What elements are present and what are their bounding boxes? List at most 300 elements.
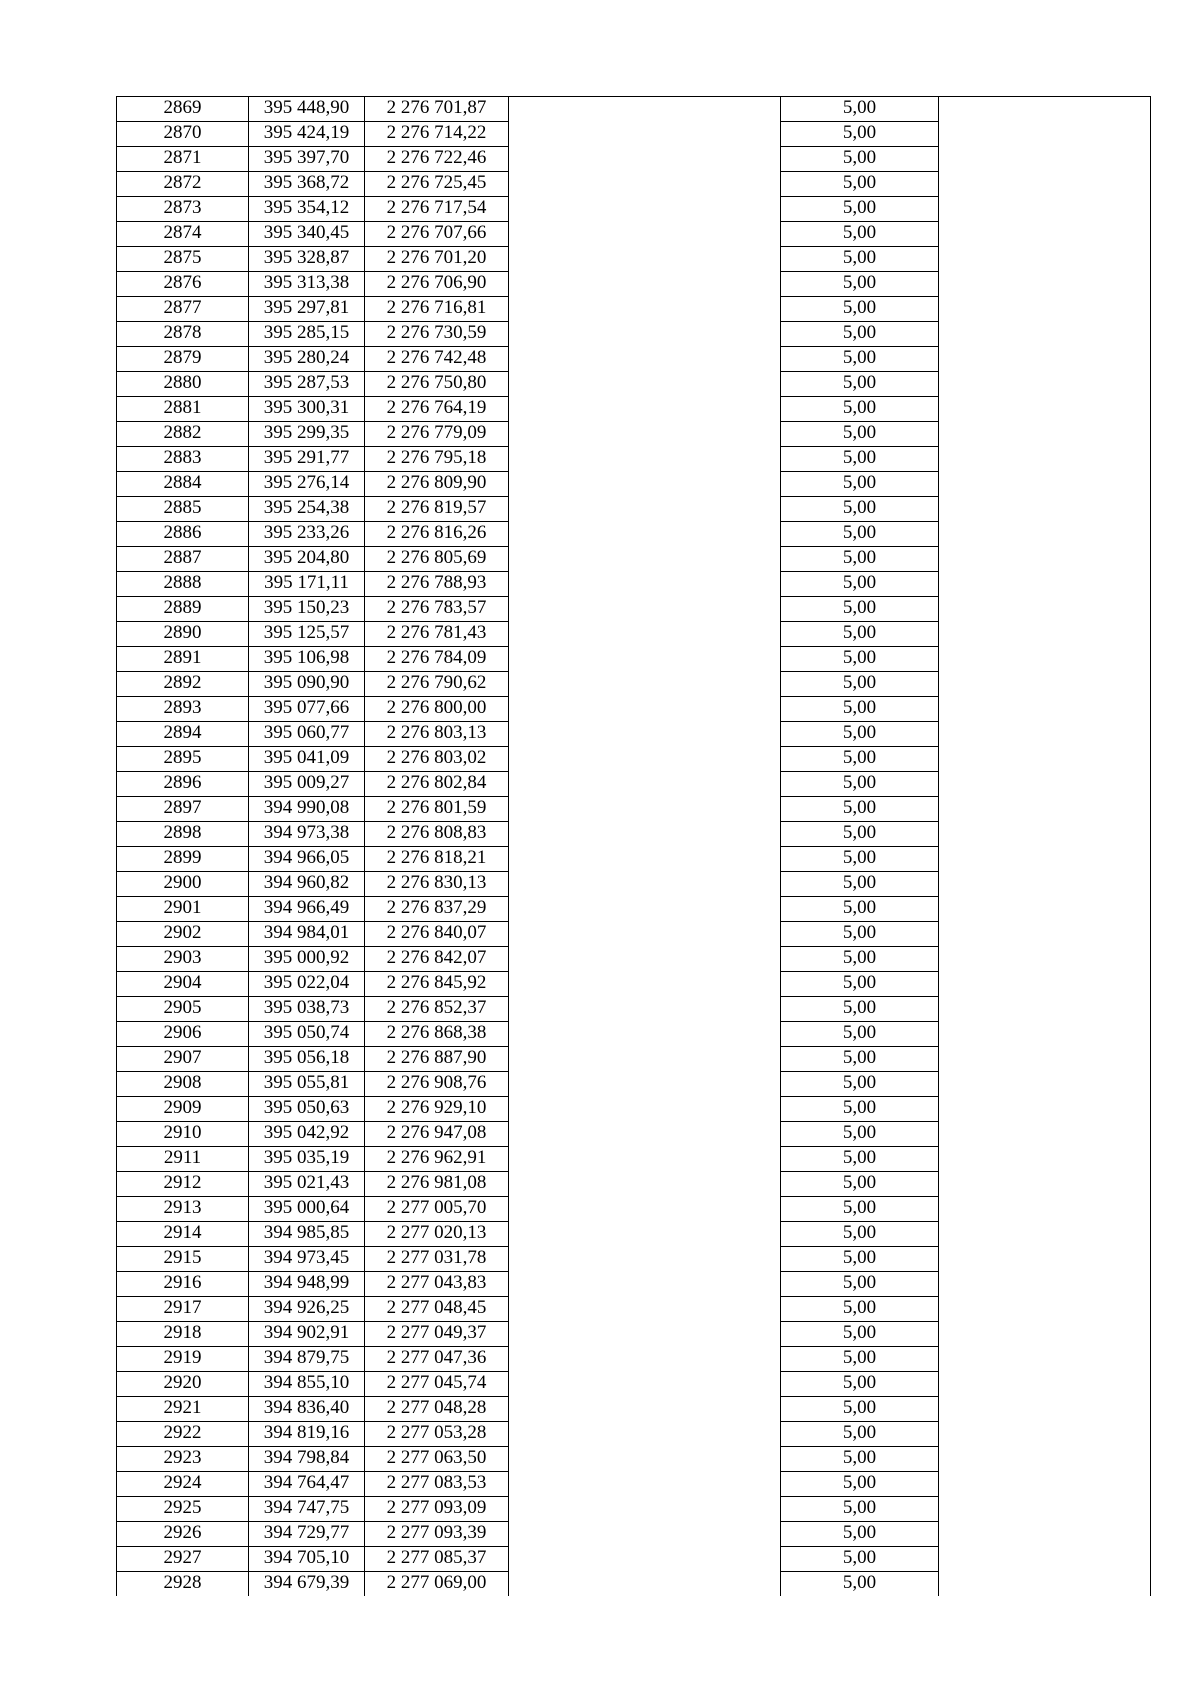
cell-blank-2 [939, 1072, 1151, 1097]
cell-value: 5,00 [781, 697, 939, 722]
cell-x-coordinate: 394 926,25 [249, 1297, 365, 1322]
table-row [117, 1122, 1151, 1147]
cell-y-coordinate: 2 276 981,08 [365, 1172, 509, 1197]
cell-value: 5,00 [781, 1097, 939, 1122]
cell-y-coordinate: 2 276 818,21 [365, 847, 509, 872]
cell-x-coordinate: 395 009,27 [249, 772, 365, 797]
cell-value: 5,00 [781, 97, 939, 122]
cell-x-coordinate: 394 764,47 [249, 1472, 365, 1497]
cell-x-coordinate: 395 313,38 [249, 272, 365, 297]
table-row [117, 1572, 1151, 1597]
cell-y-coordinate: 2 276 803,02 [365, 747, 509, 772]
cell-blank-2 [939, 272, 1151, 297]
table-row [117, 1372, 1151, 1397]
cell-value: 5,00 [781, 447, 939, 472]
cell-y-coordinate: 2 276 714,22 [365, 122, 509, 147]
cell-blank-2 [939, 1572, 1151, 1597]
cell-blank-2 [939, 1047, 1151, 1072]
cell-y-coordinate: 2 276 801,59 [365, 797, 509, 822]
table-row [117, 1097, 1151, 1122]
cell-y-coordinate: 2 276 781,43 [365, 622, 509, 647]
cell-y-coordinate: 2 276 802,84 [365, 772, 509, 797]
table-row [117, 972, 1151, 997]
table-row [117, 97, 1151, 122]
cell-value: 5,00 [781, 1497, 939, 1522]
cell-y-coordinate: 2 277 069,00 [365, 1572, 509, 1597]
cell-blank-2 [939, 222, 1151, 247]
cell-blank-2 [939, 1247, 1151, 1272]
cell-x-coordinate: 395 000,64 [249, 1197, 365, 1222]
cell-x-coordinate: 394 960,82 [249, 872, 365, 897]
cell-blank-1 [509, 122, 781, 147]
cell-blank-1 [509, 272, 781, 297]
cell-blank-1 [509, 572, 781, 597]
cell-x-coordinate: 395 106,98 [249, 647, 365, 672]
cell-blank-2 [939, 497, 1151, 522]
cell-point-number: 2898 [117, 822, 249, 847]
cell-y-coordinate: 2 276 809,90 [365, 472, 509, 497]
cell-value: 5,00 [781, 1172, 939, 1197]
cell-blank-2 [939, 972, 1151, 997]
cell-x-coordinate: 394 966,49 [249, 897, 365, 922]
cell-blank-1 [509, 222, 781, 247]
table-row [117, 1247, 1151, 1272]
cell-value: 5,00 [781, 1372, 939, 1397]
cell-blank-2 [939, 122, 1151, 147]
cell-value: 5,00 [781, 622, 939, 647]
cell-blank-1 [509, 1547, 781, 1572]
cell-blank-2 [939, 947, 1151, 972]
table-row [117, 222, 1151, 247]
cell-y-coordinate: 2 276 929,10 [365, 1097, 509, 1122]
cell-y-coordinate: 2 276 784,09 [365, 647, 509, 672]
cell-point-number: 2900 [117, 872, 249, 897]
cell-y-coordinate: 2 277 045,74 [365, 1372, 509, 1397]
cell-blank-2 [939, 1372, 1151, 1397]
cell-point-number: 2903 [117, 947, 249, 972]
cell-x-coordinate: 395 291,77 [249, 447, 365, 472]
cell-value: 5,00 [781, 1122, 939, 1147]
cell-blank-1 [509, 1247, 781, 1272]
cell-x-coordinate: 395 041,09 [249, 747, 365, 772]
cell-blank-1 [509, 822, 781, 847]
cell-blank-1 [509, 1072, 781, 1097]
cell-y-coordinate: 2 276 908,76 [365, 1072, 509, 1097]
cell-blank-1 [509, 1022, 781, 1047]
cell-value: 5,00 [781, 522, 939, 547]
cell-blank-2 [939, 597, 1151, 622]
table-row [117, 322, 1151, 347]
cell-point-number: 2886 [117, 522, 249, 547]
cell-blank-2 [939, 1297, 1151, 1322]
cell-blank-2 [939, 1497, 1151, 1522]
cell-blank-1 [509, 597, 781, 622]
table-row [117, 172, 1151, 197]
cell-x-coordinate: 395 050,63 [249, 1097, 365, 1122]
cell-value: 5,00 [781, 472, 939, 497]
cell-blank-1 [509, 1047, 781, 1072]
table-row [117, 522, 1151, 547]
cell-y-coordinate: 2 276 783,57 [365, 597, 509, 622]
cell-blank-1 [509, 722, 781, 747]
cell-x-coordinate: 395 050,74 [249, 1022, 365, 1047]
cell-point-number: 2879 [117, 347, 249, 372]
cell-y-coordinate: 2 276 819,57 [365, 497, 509, 522]
cell-point-number: 2902 [117, 922, 249, 947]
cell-blank-1 [509, 872, 781, 897]
cell-value: 5,00 [781, 747, 939, 772]
cell-point-number: 2913 [117, 1197, 249, 1222]
cell-point-number: 2911 [117, 1147, 249, 1172]
cell-blank-2 [939, 1022, 1151, 1047]
cell-x-coordinate: 395 340,45 [249, 222, 365, 247]
cell-point-number: 2924 [117, 1472, 249, 1497]
cell-y-coordinate: 2 276 706,90 [365, 272, 509, 297]
cell-point-number: 2892 [117, 672, 249, 697]
cell-point-number: 2905 [117, 997, 249, 1022]
cell-x-coordinate: 394 729,77 [249, 1522, 365, 1547]
cell-point-number: 2869 [117, 97, 249, 122]
cell-y-coordinate: 2 276 701,87 [365, 97, 509, 122]
cell-blank-2 [939, 1397, 1151, 1422]
cell-point-number: 2922 [117, 1422, 249, 1447]
cell-blank-2 [939, 522, 1151, 547]
cell-y-coordinate: 2 277 093,09 [365, 1497, 509, 1522]
cell-point-number: 2872 [117, 172, 249, 197]
cell-blank-1 [509, 1322, 781, 1347]
cell-y-coordinate: 2 277 093,39 [365, 1522, 509, 1547]
table-row [117, 497, 1151, 522]
cell-blank-1 [509, 972, 781, 997]
table-row [117, 447, 1151, 472]
cell-x-coordinate: 395 276,14 [249, 472, 365, 497]
cell-x-coordinate: 395 022,04 [249, 972, 365, 997]
cell-blank-1 [509, 1347, 781, 1372]
cell-blank-1 [509, 447, 781, 472]
cell-blank-1 [509, 847, 781, 872]
cell-value: 5,00 [781, 947, 939, 972]
cell-y-coordinate: 2 276 837,29 [365, 897, 509, 922]
cell-value: 5,00 [781, 1347, 939, 1372]
cell-y-coordinate: 2 276 722,46 [365, 147, 509, 172]
cell-x-coordinate: 394 973,45 [249, 1247, 365, 1272]
cell-y-coordinate: 2 276 788,93 [365, 572, 509, 597]
cell-x-coordinate: 394 966,05 [249, 847, 365, 872]
cell-blank-2 [939, 872, 1151, 897]
cell-point-number: 2912 [117, 1172, 249, 1197]
cell-blank-1 [509, 297, 781, 322]
cell-value: 5,00 [781, 422, 939, 447]
cell-blank-1 [509, 1372, 781, 1397]
cell-blank-2 [939, 397, 1151, 422]
cell-blank-2 [939, 1172, 1151, 1197]
cell-point-number: 2870 [117, 122, 249, 147]
cell-x-coordinate: 394 798,84 [249, 1447, 365, 1472]
cell-point-number: 2878 [117, 322, 249, 347]
cell-value: 5,00 [781, 222, 939, 247]
cell-x-coordinate: 395 300,31 [249, 397, 365, 422]
cell-point-number: 2897 [117, 797, 249, 822]
cell-x-coordinate: 395 055,81 [249, 1072, 365, 1097]
cell-value: 5,00 [781, 247, 939, 272]
cell-blank-2 [939, 772, 1151, 797]
cell-point-number: 2895 [117, 747, 249, 772]
table-row [117, 1522, 1151, 1547]
cell-blank-2 [939, 722, 1151, 747]
cell-point-number: 2875 [117, 247, 249, 272]
cell-value: 5,00 [781, 597, 939, 622]
cell-x-coordinate: 395 090,90 [249, 672, 365, 697]
cell-blank-2 [939, 1422, 1151, 1447]
cell-point-number: 2921 [117, 1397, 249, 1422]
cell-x-coordinate: 395 299,35 [249, 422, 365, 447]
cell-blank-2 [939, 1347, 1151, 1372]
table-row [117, 1347, 1151, 1372]
table-row [117, 947, 1151, 972]
cell-y-coordinate: 2 276 730,59 [365, 322, 509, 347]
cell-x-coordinate: 395 424,19 [249, 122, 365, 147]
cell-y-coordinate: 2 276 800,00 [365, 697, 509, 722]
cell-blank-2 [939, 472, 1151, 497]
cell-blank-1 [509, 1497, 781, 1522]
cell-point-number: 2877 [117, 297, 249, 322]
cell-blank-2 [939, 172, 1151, 197]
cell-blank-1 [509, 247, 781, 272]
table-row [117, 472, 1151, 497]
cell-blank-2 [939, 672, 1151, 697]
cell-value: 5,00 [781, 772, 939, 797]
cell-blank-1 [509, 497, 781, 522]
cell-y-coordinate: 2 276 795,18 [365, 447, 509, 472]
cell-value: 5,00 [781, 122, 939, 147]
table-row [117, 1297, 1151, 1322]
cell-blank-2 [939, 1097, 1151, 1122]
cell-blank-1 [509, 422, 781, 447]
cell-x-coordinate: 395 297,81 [249, 297, 365, 322]
cell-x-coordinate: 395 000,92 [249, 947, 365, 972]
cell-value: 5,00 [781, 172, 939, 197]
cell-x-coordinate: 395 368,72 [249, 172, 365, 197]
cell-point-number: 2876 [117, 272, 249, 297]
cell-value: 5,00 [781, 997, 939, 1022]
cell-y-coordinate: 2 277 063,50 [365, 1447, 509, 1472]
cell-y-coordinate: 2 276 742,48 [365, 347, 509, 372]
cell-x-coordinate: 395 328,87 [249, 247, 365, 272]
cell-y-coordinate: 2 276 716,81 [365, 297, 509, 322]
cell-value: 5,00 [781, 1297, 939, 1322]
cell-blank-2 [939, 1547, 1151, 1572]
cell-point-number: 2888 [117, 572, 249, 597]
cell-x-coordinate: 395 204,80 [249, 547, 365, 572]
cell-x-coordinate: 395 150,23 [249, 597, 365, 622]
cell-blank-1 [509, 622, 781, 647]
cell-x-coordinate: 394 879,75 [249, 1347, 365, 1372]
table-row [117, 1072, 1151, 1097]
cell-y-coordinate: 2 276 790,62 [365, 672, 509, 697]
table-row [117, 1197, 1151, 1222]
cell-y-coordinate: 2 276 842,07 [365, 947, 509, 972]
cell-value: 5,00 [781, 1397, 939, 1422]
cell-point-number: 2927 [117, 1547, 249, 1572]
table-row [117, 347, 1151, 372]
cell-blank-2 [939, 297, 1151, 322]
cell-blank-1 [509, 1397, 781, 1422]
cell-point-number: 2891 [117, 647, 249, 672]
cell-y-coordinate: 2 276 725,45 [365, 172, 509, 197]
cell-y-coordinate: 2 276 868,38 [365, 1022, 509, 1047]
cell-blank-1 [509, 1197, 781, 1222]
cell-value: 5,00 [781, 672, 939, 697]
cell-blank-1 [509, 997, 781, 1022]
cell-blank-2 [939, 1522, 1151, 1547]
cell-x-coordinate: 395 042,92 [249, 1122, 365, 1147]
cell-point-number: 2919 [117, 1347, 249, 1372]
cell-blank-1 [509, 547, 781, 572]
cell-x-coordinate: 394 819,16 [249, 1422, 365, 1447]
table-row [117, 1397, 1151, 1422]
cell-value: 5,00 [781, 922, 939, 947]
cell-blank-2 [939, 547, 1151, 572]
cell-y-coordinate: 2 276 845,92 [365, 972, 509, 997]
cell-y-coordinate: 2 276 750,80 [365, 372, 509, 397]
cell-blank-1 [509, 747, 781, 772]
table-row [117, 1472, 1151, 1497]
cell-value: 5,00 [781, 1572, 939, 1597]
table-row [117, 1022, 1151, 1047]
cell-x-coordinate: 394 984,01 [249, 922, 365, 947]
table-row [117, 897, 1151, 922]
cell-y-coordinate: 2 277 049,37 [365, 1322, 509, 1347]
cell-value: 5,00 [781, 147, 939, 172]
cell-blank-2 [939, 1272, 1151, 1297]
cell-value: 5,00 [781, 647, 939, 672]
table-row [117, 872, 1151, 897]
cell-blank-1 [509, 922, 781, 947]
table-row [117, 1422, 1151, 1447]
cell-value: 5,00 [781, 1047, 939, 1072]
table-row [117, 197, 1151, 222]
cell-point-number: 2904 [117, 972, 249, 997]
cell-x-coordinate: 394 985,85 [249, 1222, 365, 1247]
cell-blank-2 [939, 572, 1151, 597]
cell-point-number: 2899 [117, 847, 249, 872]
cell-blank-2 [939, 1447, 1151, 1472]
cell-point-number: 2890 [117, 622, 249, 647]
cell-blank-2 [939, 422, 1151, 447]
cell-blank-1 [509, 322, 781, 347]
cell-value: 5,00 [781, 1522, 939, 1547]
cell-blank-2 [939, 647, 1151, 672]
cell-y-coordinate: 2 277 043,83 [365, 1272, 509, 1297]
cell-value: 5,00 [781, 1272, 939, 1297]
cell-point-number: 2920 [117, 1372, 249, 1397]
cell-point-number: 2906 [117, 1022, 249, 1047]
table-row [117, 1047, 1151, 1072]
table-row [117, 1447, 1151, 1472]
cell-y-coordinate: 2 276 707,66 [365, 222, 509, 247]
cell-x-coordinate: 395 056,18 [249, 1047, 365, 1072]
cell-x-coordinate: 394 990,08 [249, 797, 365, 822]
table-row [117, 147, 1151, 172]
cell-value: 5,00 [781, 1197, 939, 1222]
cell-y-coordinate: 2 276 805,69 [365, 547, 509, 572]
table-row [117, 1322, 1151, 1347]
table-row [117, 597, 1151, 622]
table-row [117, 422, 1151, 447]
cell-blank-1 [509, 797, 781, 822]
cell-blank-1 [509, 1572, 781, 1597]
cell-y-coordinate: 2 277 083,53 [365, 1472, 509, 1497]
cell-blank-1 [509, 1272, 781, 1297]
cell-y-coordinate: 2 276 816,26 [365, 522, 509, 547]
cell-x-coordinate: 395 035,19 [249, 1147, 365, 1172]
table-row [117, 247, 1151, 272]
cell-x-coordinate: 395 060,77 [249, 722, 365, 747]
cell-value: 5,00 [781, 1422, 939, 1447]
cell-value: 5,00 [781, 722, 939, 747]
cell-point-number: 2880 [117, 372, 249, 397]
cell-y-coordinate: 2 276 852,37 [365, 997, 509, 1022]
cell-point-number: 2918 [117, 1322, 249, 1347]
table-row [117, 847, 1151, 872]
cell-x-coordinate: 394 948,99 [249, 1272, 365, 1297]
cell-blank-1 [509, 347, 781, 372]
cell-blank-2 [939, 697, 1151, 722]
cell-blank-1 [509, 1522, 781, 1547]
table-row [117, 1547, 1151, 1572]
cell-value: 5,00 [781, 897, 939, 922]
table-row [117, 1272, 1151, 1297]
table-row [117, 797, 1151, 822]
cell-point-number: 2885 [117, 497, 249, 522]
table-row [117, 772, 1151, 797]
cell-value: 5,00 [781, 397, 939, 422]
cell-y-coordinate: 2 276 764,19 [365, 397, 509, 422]
cell-value: 5,00 [781, 822, 939, 847]
cell-blank-1 [509, 697, 781, 722]
table-row [117, 672, 1151, 697]
cell-point-number: 2887 [117, 547, 249, 572]
cell-point-number: 2874 [117, 222, 249, 247]
cell-point-number: 2894 [117, 722, 249, 747]
cell-value: 5,00 [781, 497, 939, 522]
cell-value: 5,00 [781, 1247, 939, 1272]
cell-point-number: 2873 [117, 197, 249, 222]
cell-blank-1 [509, 522, 781, 547]
cell-value: 5,00 [781, 547, 939, 572]
cell-blank-2 [939, 997, 1151, 1022]
cell-y-coordinate: 2 276 887,90 [365, 1047, 509, 1072]
cell-blank-1 [509, 1147, 781, 1172]
cell-point-number: 2923 [117, 1447, 249, 1472]
cell-blank-2 [939, 322, 1151, 347]
cell-blank-2 [939, 97, 1151, 122]
cell-x-coordinate: 395 285,15 [249, 322, 365, 347]
cell-point-number: 2883 [117, 447, 249, 472]
cell-point-number: 2881 [117, 397, 249, 422]
table-row [117, 822, 1151, 847]
cell-blank-2 [939, 1472, 1151, 1497]
cell-point-number: 2896 [117, 772, 249, 797]
cell-point-number: 2909 [117, 1097, 249, 1122]
cell-y-coordinate: 2 277 053,28 [365, 1422, 509, 1447]
cell-blank-1 [509, 1472, 781, 1497]
cell-blank-1 [509, 1172, 781, 1197]
cell-value: 5,00 [781, 1222, 939, 1247]
cell-x-coordinate: 395 171,11 [249, 572, 365, 597]
coordinates-table [116, 96, 1151, 1596]
cell-value: 5,00 [781, 1472, 939, 1497]
